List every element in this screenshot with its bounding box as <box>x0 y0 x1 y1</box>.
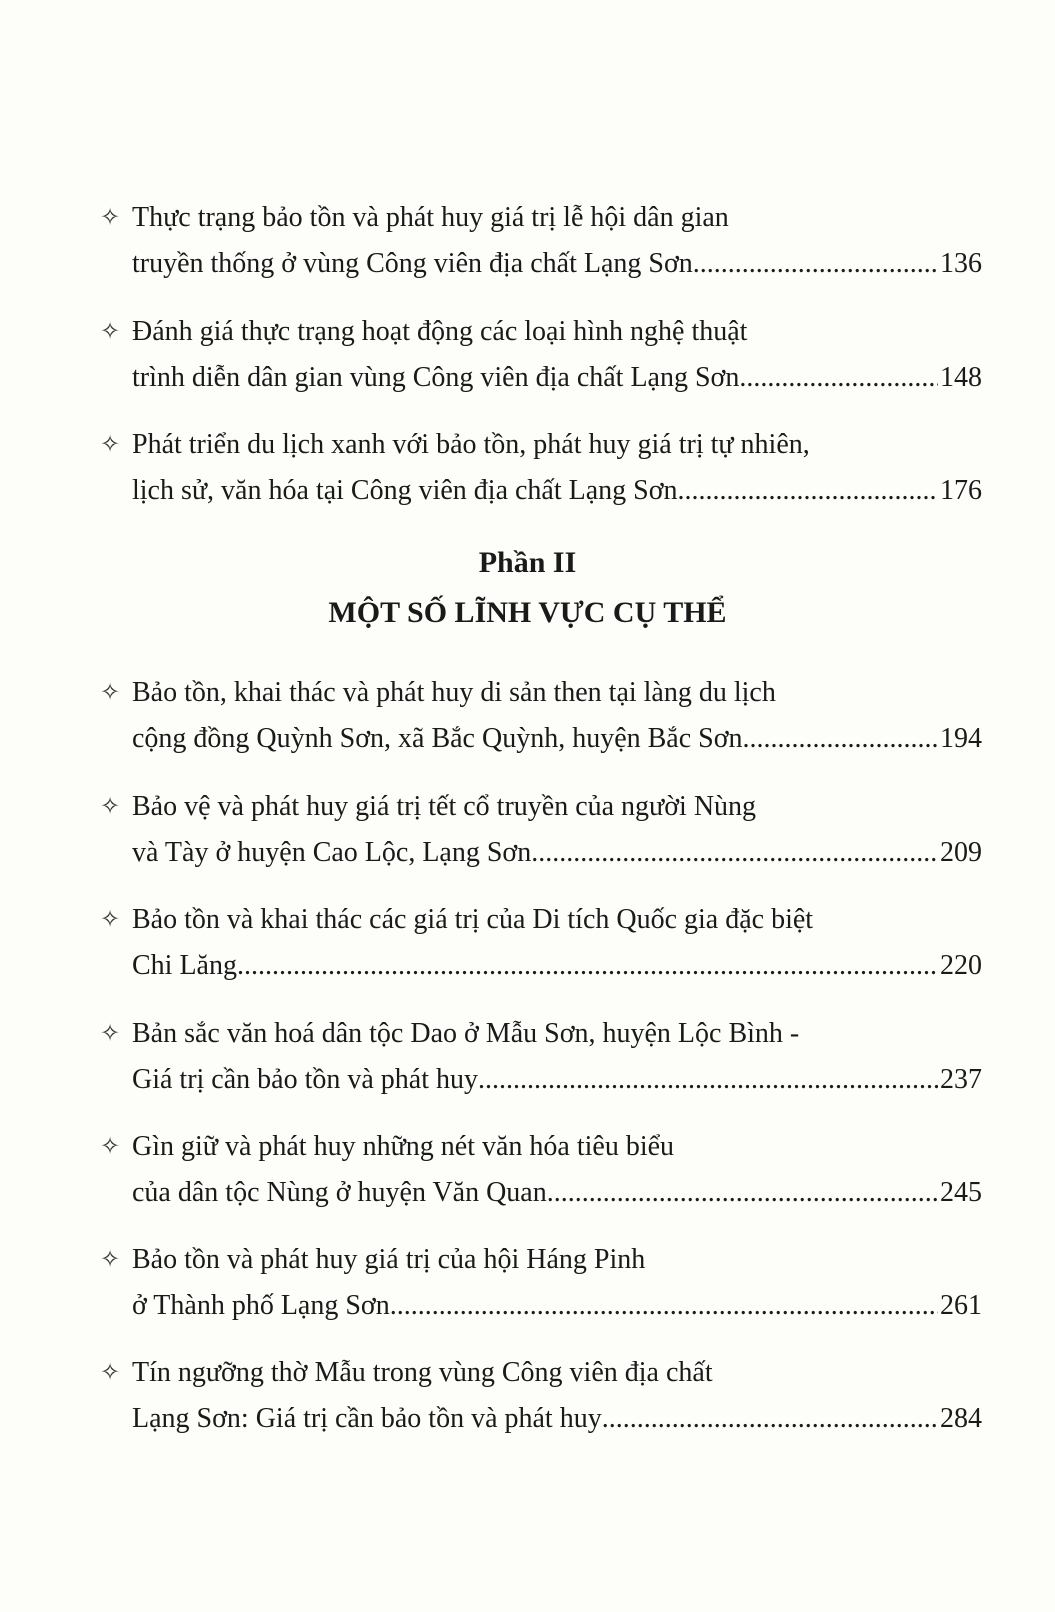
dot-leader <box>478 1057 938 1103</box>
dot-leader <box>739 355 938 401</box>
toc-entry <box>100 1237 982 1329</box>
dot-leader <box>390 1283 938 1329</box>
entry-title-line1: Bản sắc văn hoá dân tộc Dao ở Mẫu Sơn, huyện Lộc Bình - <box>132 1018 800 1049</box>
dot-leader <box>547 1170 938 1216</box>
entry-title-line2: cộng đồng Quỳnh Sơn, xã Bắc Quỳnh, huyện Bắc Sơn <box>132 723 743 754</box>
entry-title-line1: Bảo tồn, khai thác và phát huy di sản then tại làng du lịch <box>132 677 776 708</box>
page-number: 209 <box>940 837 982 868</box>
page-number: 261 <box>940 1290 982 1321</box>
page-number: 148 <box>940 362 982 393</box>
toc-entry <box>100 422 982 514</box>
four-point-star-icon: ✧ <box>100 1360 121 1386</box>
entry-title-line2: Lạng Sơn: Giá trị cần bảo tồn và phát huy <box>132 1403 602 1434</box>
toc-entry <box>100 670 982 762</box>
entry-title-line1: Gìn giữ và phát huy những nét văn hóa tiêu biểu <box>132 1131 675 1162</box>
entry-title-line2: Giá trị cần bảo tồn và phát huy <box>132 1064 479 1095</box>
toc-entry <box>100 784 982 876</box>
page-number: 220 <box>940 950 982 981</box>
dot-leader <box>531 830 938 876</box>
toc-entry <box>100 897 982 989</box>
entry-title-line2: và Tày ở huyện Cao Lộc, Lạng Sơn <box>132 837 532 868</box>
entry-title-line2: lịch sử, văn hóa tại Công viên địa chất Lạng Sơn <box>132 475 678 506</box>
toc-entry <box>100 1011 982 1103</box>
dot-leader <box>678 468 938 514</box>
toc-entry <box>100 309 982 401</box>
four-point-star-icon: ✧ <box>100 794 121 820</box>
entry-title-line2: ở Thành phố Lạng Sơn <box>132 1290 390 1321</box>
four-point-star-icon: ✧ <box>100 1021 121 1047</box>
entry-title-line2: Chi Lăng <box>132 950 237 981</box>
page-number: 284 <box>940 1403 982 1434</box>
page-number: 176 <box>940 475 982 506</box>
four-point-star-icon: ✧ <box>100 205 121 231</box>
entry-title-line1: Bảo tồn và phát huy giá trị của hội Háng Pinh <box>132 1244 646 1275</box>
dot-leader <box>743 716 938 762</box>
page-number: 136 <box>940 248 982 279</box>
entry-title-line1: Bảo tồn và khai thác các giá trị của Di tích Quốc gia đặc biệt <box>132 904 814 935</box>
toc-entry <box>100 1350 982 1442</box>
four-point-star-icon: ✧ <box>100 680 121 706</box>
page-number: 194 <box>940 723 982 754</box>
toc-entry <box>100 1124 982 1216</box>
entry-title-line2: truyền thống ở vùng Công viên địa chất Lạng Sơn <box>132 248 693 279</box>
entry-title-line2: trình diễn dân gian vùng Công viên địa chất Lạng Sơn <box>132 362 740 393</box>
dot-leader <box>237 943 938 989</box>
entry-title-line1: Phát triển du lịch xanh với bảo tồn, phát huy giá trị tự nhiên, <box>132 429 810 460</box>
part-title: MỘT SỐ LĨNH VỰC CỤ THỂ <box>328 596 727 629</box>
toc-entry <box>100 195 982 287</box>
four-point-star-icon: ✧ <box>100 907 121 933</box>
entry-title-line1: Thực trạng bảo tồn và phát huy giá trị lễ hội dân gian <box>132 202 729 233</box>
entry-title-line1: Đánh giá thực trạng hoạt động các loại hình nghệ thuật <box>132 316 748 347</box>
dot-leader <box>693 241 938 287</box>
four-point-star-icon: ✧ <box>100 432 121 458</box>
entry-title-line2: của dân tộc Nùng ở huyện Văn Quan <box>132 1177 547 1208</box>
dot-leader <box>602 1396 938 1442</box>
page-number: 245 <box>940 1177 982 1208</box>
four-point-star-icon: ✧ <box>100 319 121 345</box>
four-point-star-icon: ✧ <box>100 1134 121 1160</box>
four-point-star-icon: ✧ <box>100 1247 121 1273</box>
page-number: 237 <box>940 1064 982 1095</box>
entry-title-line1: Bảo vệ và phát huy giá trị tết cổ truyền của người Nùng <box>132 791 757 822</box>
part-label: Phần II <box>478 546 577 579</box>
entry-title-line1: Tín ngưỡng thờ Mẫu trong vùng Công viên địa chất <box>132 1357 713 1388</box>
